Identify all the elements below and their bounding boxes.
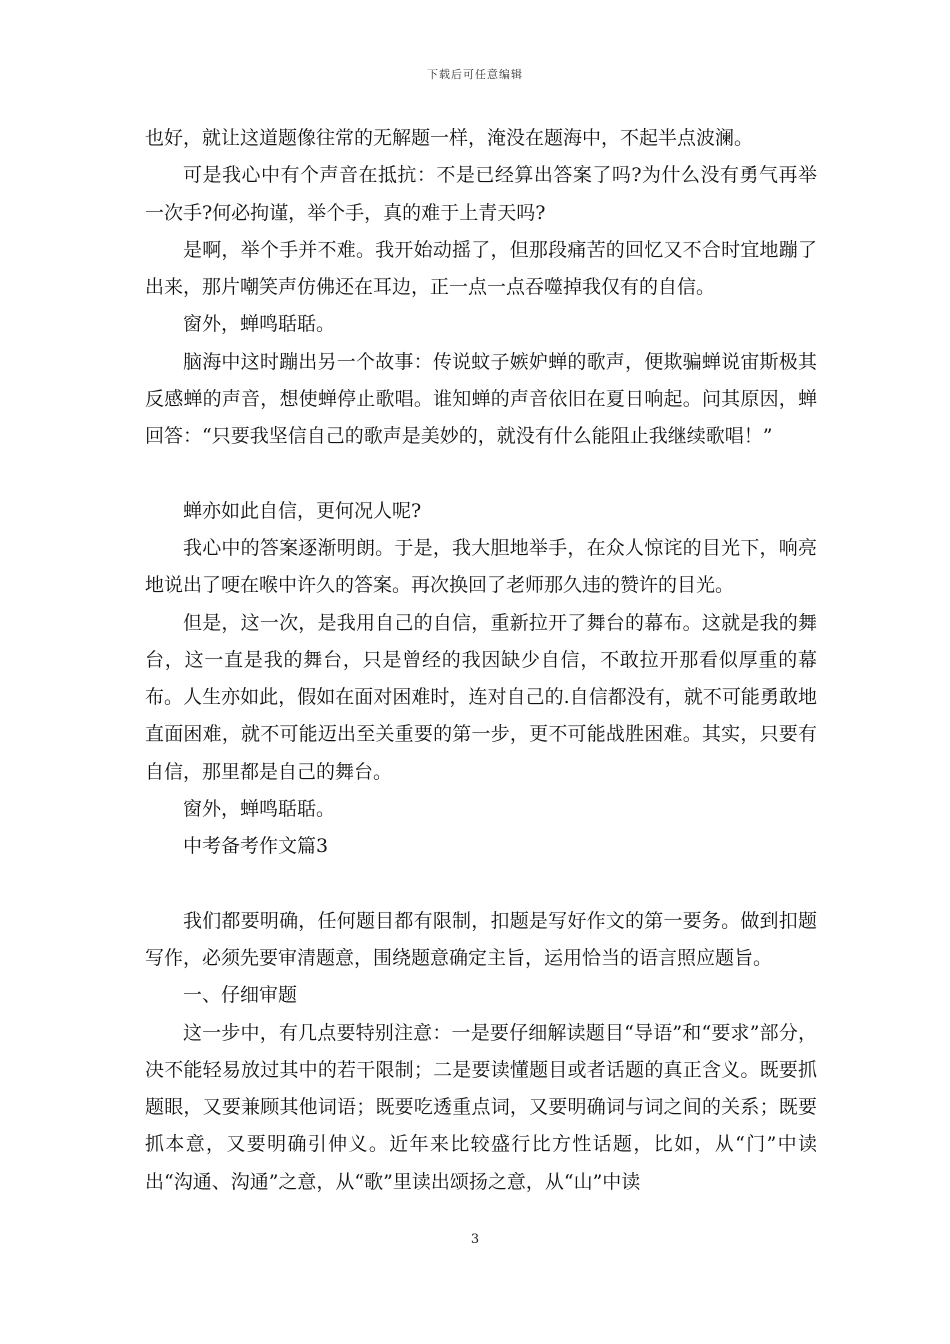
paragraph-gap xyxy=(145,866,817,903)
paragraph-10: 我们都要明确，任何题目都有限制，扣题是写好作文的第一要务。做到扣题写作，必须先要审清题意，围绕题意确定主旨，运用恰当的语言照应题旨。 xyxy=(145,909,817,969)
paragraph-gap xyxy=(145,456,817,493)
document-body xyxy=(145,120,817,1201)
paragraph-5: 脑海中这时蹦出另一个故事：传说蚊子嫉妒蝉的歌声，便欺骗蝉说宙斯极其反感蝉的声音，想使蝉停止歌唱。谁知蝉的声音依旧在夏日响起。问其原因，蝉回答：“只要我坚信自己的歌声是美妙的，就没有什么能阻止我继续歌唱！” xyxy=(145,350,817,448)
paragraph-6: 蝉亦如此自信，更何况人呢? xyxy=(183,499,422,522)
paragraph-2: 可是我心中有个声音在抵抗：不是已经算出答案了吗?为什么没有勇气再举一次手?何必拘谨，举个手，真的难于上青天吗? xyxy=(145,164,817,224)
paragraph-1: 也好，就让这道题像往常的无解题一样，淹没在题海中，不起半点波澜。 xyxy=(145,127,754,149)
paragraph-9: 窗外，蝉鸣聒聒。 xyxy=(183,798,336,821)
subheading: 一、仔细审题 xyxy=(183,984,298,1007)
paragraph-8: 但是，这一次，是我用自己的自信，重新拉开了舞台的幕布。这就是我的舞台，这一直是我的舞台，只是曾经的我因缺少自信，不敢拉开那看似厚重的幕布。人生亦如此，假如在面对困难时，连对自己的.自信都没有，就不可能勇敢地直面困难，就不可能迈出至关重要的第一步，更不可能战胜困难。其实，只要有自信，那里都是自己的舞台。 xyxy=(145,611,817,783)
paragraph-7: 我心中的答案逐渐明朗。于是，我大胆地举手，在众人惊诧的目光下，响亮地说出了哽在喉中许久的答案。再次换回了老师那久违的赞许的目光。 xyxy=(145,536,817,597)
paragraph-3: 是啊，举个手并不难。我开始动摇了，但那段痛苦的回忆又不合时宜地蹦了出来，那片嘲笑声仿佛还在耳边，正一点一点吞噬掉我仅有的自信。 xyxy=(145,238,817,299)
page-number: 3 xyxy=(470,1232,480,1247)
paragraph-4: 窗外，蝉鸣聒聒。 xyxy=(183,313,336,336)
section-heading: 中考备考作文篇3 xyxy=(183,835,329,858)
header-note: 下载后可任意编辑 xyxy=(427,68,523,81)
paragraph-11: 这一步中，有几点要特别注意：一是要仔细解读题目“导语”和“要求”部分，决不能轻易放过其中的若干限制；二是要读懂题目或者话题的真正含义。既要抓题眼，又要兼顾其他词语；既要吃透重点词，又要明确词与词之间的关系；既要抓本意，又要明确引伸义。近年来比较盛行比方性话题，比如，从“门”中读出“沟通、沟通”之意，从“歌”里读出颂扬之意，从“山”中读 xyxy=(145,1021,817,1193)
